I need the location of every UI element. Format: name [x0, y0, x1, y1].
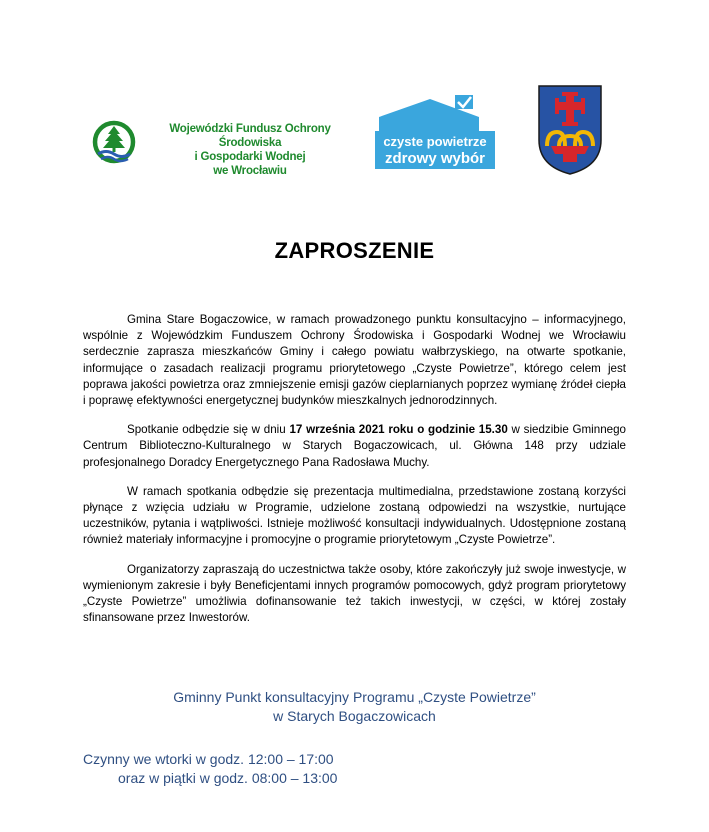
meeting-date: 17 września 2021 roku o godzinie 15.30 [289, 423, 508, 437]
wfos-line1: Wojewódzki Fundusz Ochrony Środowiska [169, 123, 331, 149]
paragraph-intro: Gmina Stare Bogaczowice, w ramach prowadzonego punktu konsultacyjno – informacyjnego, wspólnie z Wojewódzkim Funduszem Ochrony Środowiska i Gospodarki Wodnej we Wrocławiu serdecznie zaprasza mieszkańców Gminy i całego powiatu wałbrzyskiego, na otwarte spotkanie, informujące o zasadach realizacji programu priorytetowego „Czyste Powietrze”, którego celem jest poprawa jakości powietrza oraz zmniejszenie emisji gazów cieplarnianych poprzez wymianę źródeł ciepła i poprawę efektywności energetycznej budynków mieszkalnych jednorodzinnych. [83, 313, 626, 408]
cp-line2: zdrowy wybór [384, 150, 485, 167]
paragraph-organizers: Organizatorzy zapraszają do uczestnictwa także osoby, które zakończyły już swoje inwestycje, w wymienionym zakresie i były Beneficjentami innych programów pomocowych, gdyż program priorytetowy „Czyste Powietrze” umożliwia dofinansowanie też takich inwestycji, w części, w której zostały sfinansowane przez Inwestorów. [83, 562, 626, 625]
meeting-text-a: Spotkanie odbędzie się w dniu [127, 423, 290, 437]
paragraph-meeting [83, 422, 626, 471]
point-line1: Gminny Punkt konsultacyjny Programu „Czyste Powietrze” [173, 689, 536, 705]
coat-of-arms-icon [537, 84, 603, 176]
consultation-point [0, 688, 709, 726]
page-title: ZAPROSZENIE [274, 238, 435, 263]
paragraph-agenda: W ramach spotkania odbędzie się prezentacja multimedialna, przedstawione zostaną korzyści płynące z wzięcia udziału w Programie, udzielone zostaną odpowiedzi na wszystkie, nurtujące uczestników, pytania i wątpliwości. Istnieje możliwość konsultacji indywidualnych. Udostępnione zostaną również materiały informacyjne i promocyjne o programie priorytetowym „Czyste Powietrze”. [83, 484, 626, 547]
wfos-line2: i Gospodarki Wodnej [194, 151, 306, 163]
point-line2: w Starych Bogaczowicach [273, 708, 436, 724]
cp-line1: czyste powietrze [383, 134, 487, 149]
wfos-line3: we Wrocławiu [213, 165, 287, 177]
tree-water-icon [92, 118, 136, 166]
hours-line1: Czynny we wtorki w godz. 12:00 – 17:00 [83, 751, 334, 767]
house-check-icon [375, 93, 495, 133]
opening-hours [83, 750, 337, 788]
czyste-powietrze-logo [375, 93, 495, 173]
invitation-body [83, 312, 626, 639]
hours-line2: oraz w piątki w godz. 08:00 – 13:00 [118, 770, 338, 786]
wfos-logo [92, 118, 352, 177]
czyste-powietrze-text [375, 131, 495, 169]
meeting-text-b: w siedzibie Gminnego Centrum Biblioteczno-Kulturalnego w Starych Bogaczowicach, ul. Główna 148 przy udziale profesjonalnego Doradcy Energetycznego Pana Radosława Muchy. [83, 423, 626, 469]
wfos-name [140, 122, 360, 178]
